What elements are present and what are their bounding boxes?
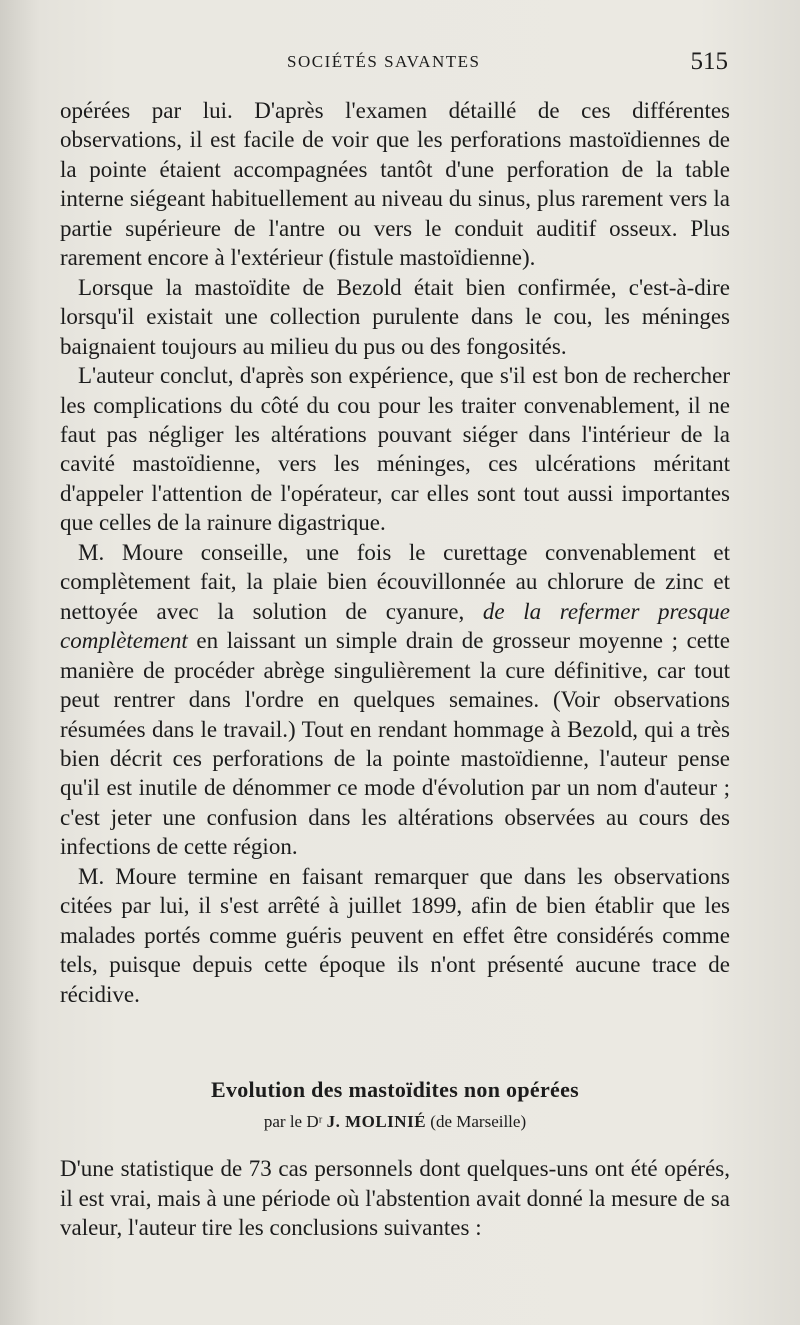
body-paragraph (60, 538, 730, 862)
running-title: SOCIÉTÉS SAVANTES (287, 52, 481, 71)
page-header (62, 48, 730, 84)
body-paragraph (60, 862, 730, 1009)
body-paragraph (60, 96, 730, 273)
section-paragraph: D'une statistique de 73 cas personnels dont quelques-uns ont été opérés, il est vrai, mais à une période où l'abstention avait donné la mesure de sa valeur, l'auteur tire les conclusions suivantes : (60, 1156, 730, 1240)
paragraph-text: opérées par lui. D'après l'examen détaillé de ces différentes observations, il est facile de voir que les perforations mastoïdiennes de la pointe étaient accompagnées tantôt d'une perforation de la table interne siégeant habituellement au niveau du sinus, plus rarement vers la partie supérieure de l'antre ou vers le conduit auditif osseux. Plus rarement encore à l'extérieur (fistule mastoïdienne). (60, 98, 730, 271)
paragraph-text: en laissant un simple drain de grosseur moyenne ; cette manière de procéder abrège singulièrement la cure définitive, car tout peut rentrer dans l'ordre en quelques semaines. (Voir observations résumées dans le travail.) Tout en rendant hommage à Bezold, qui a très bien décrit ces perforations de la pointe mastoïdienne, l'auteur pense qu'il est inutile de dénommer ce mode d'évolution par un nom d'auteur ; c'est jeter une confusion dans les altérations observées au cours des infections de cette région. (60, 628, 730, 860)
italic-text: de la refermer presque complètement (60, 598, 731, 654)
page-number: 515 (690, 48, 728, 75)
byline-prefix: par le Dʳ (263, 1112, 327, 1131)
body-paragraph (60, 361, 730, 538)
section-title: Evolution des mastoïdites non opérées (210, 1077, 579, 1102)
body-text (60, 96, 730, 1009)
section-byline (60, 1112, 730, 1132)
byline-suffix: (de Marseille) (426, 1112, 527, 1131)
byline-author: J. MOLINIÉ (326, 1112, 427, 1131)
paragraph-text: L'auteur conclut, d'après son expérience, que s'il est bon de rechercher les complications du côté du cou pour les traiter convenablement, il ne faut pas négliger les altérations pouvant siéger dans l'intérieur de la cavité mastoïdienne, vers les méninges, ces ulcérations méritant d'appeler l'attention de l'opérateur, car elles sont tout aussi importantes que celles de la rainure digastrique. (60, 363, 730, 536)
section-text (60, 1154, 730, 1243)
paragraph-text: M. Moure conseille, une fois le curettage convenablement et complètement fait, la plaie bien écouvillonnée au chlorure de zinc et nettoyée avec la solution de cyanure, (60, 539, 730, 624)
body-paragraph (60, 273, 730, 361)
paragraph-text: M. Moure termine en faisant remarquer que dans les observations citées par lui, il s'est arrêté à juillet 1899, afin de bien établir que les malades portés comme guéris peuvent en effet être considérés comme tels, puisque depuis cette époque ils n'ont présenté aucune trace de récidive. (60, 863, 730, 1007)
paragraph-text: Lorsque la mastoïdite de Bezold était bien confirmée, c'est-à-dire lorsqu'il existait une collection purulente dans le cou, les méninges baignaient toujours au milieu du pus ou des fongosités. (60, 274, 730, 359)
